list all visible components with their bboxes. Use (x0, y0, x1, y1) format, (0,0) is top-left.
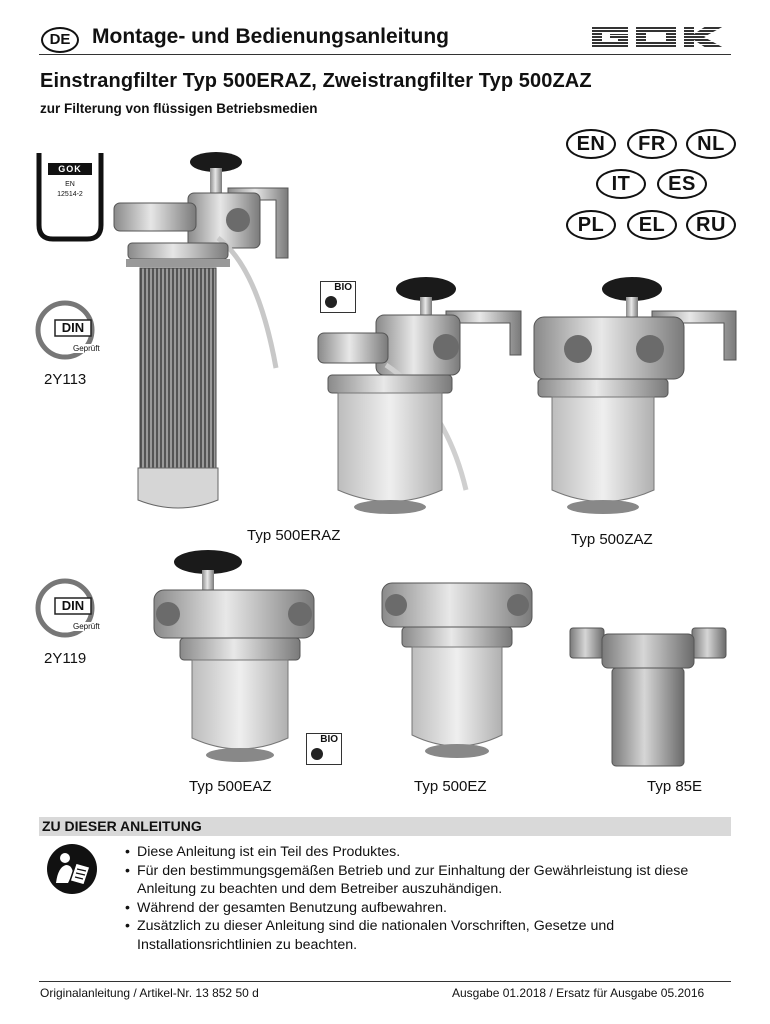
language-pl[interactable]: PL (566, 210, 616, 240)
gok-mark-text: GOK (58, 164, 82, 174)
page-subtitle: zur Filterung von flüssigen Betriebsmedien (40, 101, 318, 116)
section-title: ZU DIESER ANLEITUNG (42, 818, 202, 834)
din-certification-mark (35, 578, 105, 638)
en-certification-mark (36, 153, 104, 243)
product-caption: Typ 85E (647, 778, 703, 795)
list-item: • Für den bestimmungsgemäßen Betrieb und zur Einhaltung der Gewährleistung ist diese Anleitung zu beachten und dem Betreiber auszuhändigen. (125, 862, 735, 899)
din-register-code: 2Y113 (44, 371, 87, 388)
filter-500eaz-image (150, 548, 325, 773)
footer-divider (39, 981, 731, 982)
footer-article-number: Originalanleitung / Artikel-Nr. 13 852 50 d (40, 986, 259, 1000)
bio-badge-label: BIO (334, 282, 352, 293)
product-caption: Typ 500ERAZ (247, 527, 341, 544)
header-divider (39, 54, 731, 55)
bio-badge-label: BIO (320, 734, 338, 745)
list-item: • Zusätzlich zu dieser Anleitung sind die nationalen Vorschriften, Gesetze und Installationsrichtlinien zu beachten. (125, 917, 735, 954)
din-register-code: 2Y119 (44, 650, 87, 667)
product-caption: Typ 500EZ (414, 778, 487, 795)
filter-500ez-image (380, 575, 535, 770)
language-el[interactable]: EL (627, 210, 677, 240)
din-sub-label: Geprüft (73, 622, 100, 631)
instruction-notes-list (125, 843, 735, 955)
list-item: • Diese Anleitung ist ein Teil des Produktes. (125, 843, 735, 862)
document-title: Montage- und Bedienungsanleitung (92, 25, 449, 48)
language-badge: DE (41, 27, 79, 53)
filter-500zaz-image (526, 275, 741, 520)
list-item: • Während der gesamten Benutzung aufbewahren. (125, 899, 735, 918)
din-label: DIN (61, 320, 85, 335)
language-it[interactable]: IT (596, 169, 646, 199)
language-fr[interactable]: FR (627, 129, 677, 159)
language-en[interactable]: EN (566, 129, 616, 159)
gok-brand-logo (588, 24, 728, 50)
filter-500eraz-large-image (108, 148, 308, 520)
language-ru[interactable]: RU (686, 210, 736, 240)
language-es[interactable]: ES (657, 169, 707, 199)
product-caption: Typ 500EAZ (189, 778, 272, 795)
en-label: EN (65, 181, 75, 188)
bio-badge (306, 733, 342, 765)
read-manual-icon (46, 843, 98, 895)
din-sub-label: Geprüft (73, 344, 100, 353)
en-number: 12514-2 (57, 191, 83, 198)
product-caption: Typ 500ZAZ (571, 531, 653, 548)
din-certification-mark (35, 300, 105, 360)
filter-85e-image (568, 622, 728, 770)
din-label: DIN (61, 598, 85, 613)
footer-edition: Ausgabe 01.2018 / Ersatz für Ausgabe 05.2016 (452, 986, 705, 1000)
language-nl[interactable]: NL (686, 129, 736, 159)
filter-500eraz-image (316, 275, 526, 520)
page-title: Einstrangfilter Typ 500ERAZ, Zweistrangfilter Typ 500ZAZ (40, 70, 592, 92)
